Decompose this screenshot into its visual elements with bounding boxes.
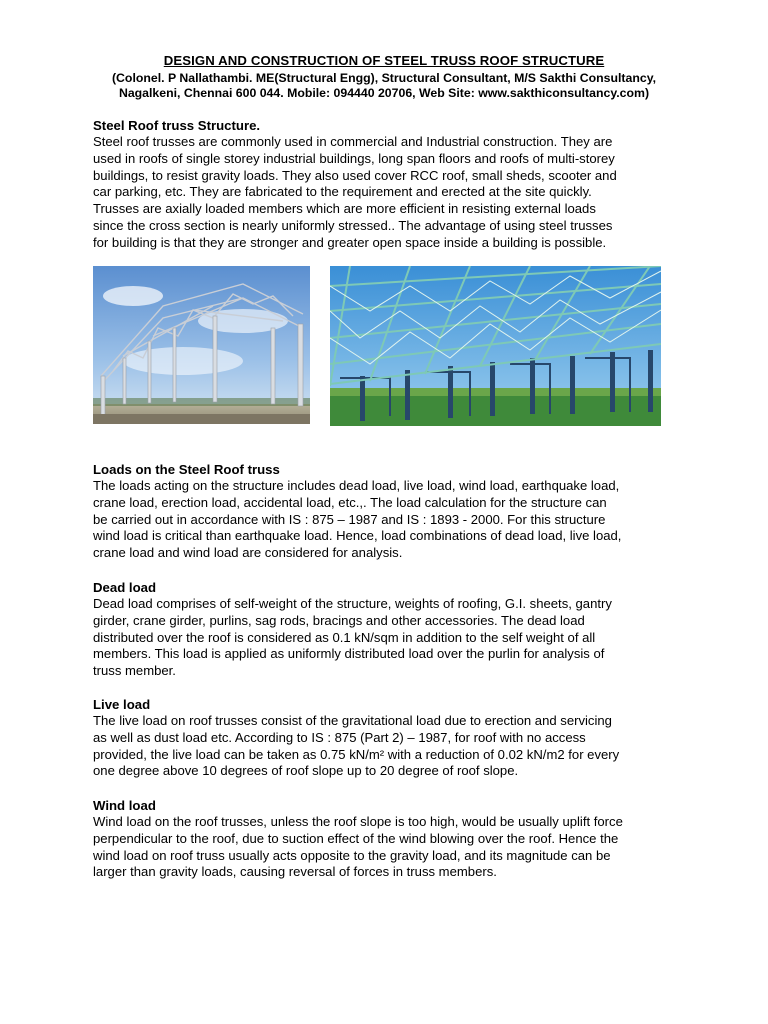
paragraph-line: distributed over the roof is considered as 0.1 kN/sqm in addition to the self weight of all	[93, 629, 596, 645]
section-live-load	[93, 696, 719, 780]
paragraph-line: Steel roof trusses are commonly used in commercial and Industrial construction. They are	[93, 134, 613, 149]
section-heading: Steel Roof truss Structure.	[93, 118, 261, 133]
section-dead-load	[93, 579, 719, 680]
paragraph-line: perpendicular to the roof, due to suction effect of the wind blowing over the roof. Hence the	[93, 830, 619, 846]
author-info	[0, 71, 768, 101]
paragraph-line: larger than gravity loads, causing reversal of forces in truss members.	[93, 864, 497, 880]
paragraph-line: The live load on roof trusses consist of the gravitational load due to erection and servicing	[93, 713, 612, 728]
space-frame-roof-photo	[330, 266, 661, 426]
section-heading: Dead load	[93, 580, 157, 595]
paragraph-line: crane load, erection load, accidental load, etc.,. The load calculation for the structure can	[93, 494, 607, 510]
paragraph-line: Dead load comprises of self-weight of the structure, weights of roofing, G.I. sheets, gantry	[93, 596, 612, 611]
paragraph-line: be carried out in accordance with IS : 875 – 1987 and IS : 1893 - 2000. For this structure	[93, 511, 606, 527]
paragraph-line: crane load and wind load are considered for analysis.	[93, 545, 403, 561]
section-wind-load	[93, 797, 719, 881]
section-heading: Wind load	[93, 798, 156, 813]
paragraph-line: one degree above 10 degrees of roof slope up to 20 degree of roof slope.	[93, 763, 519, 779]
paragraph-line: Wind load on the roof trusses, unless the roof slope is too high, would be usually uplift force	[93, 814, 623, 829]
paragraph-line: members. This load is applied as uniformly distributed load over the purlin for analysis of	[93, 646, 605, 662]
truss-frame-photo	[93, 266, 310, 424]
paragraph-line: truss member.	[93, 663, 176, 679]
author-line-1: (Colonel. P Nallathambi. ME(Structural Engg), Structural Consultant, M/S Sakthi Consultancy,	[111, 71, 657, 85]
paragraph-line: Trusses are axially loaded members which are more efficient in resisting external loads	[93, 201, 596, 217]
paragraph-line: provided, the live load can be taken as 0.75 kN/m² with a reduction of 0.02 kN/m2 for every	[93, 746, 620, 762]
paragraph-line: for building is that they are stronger and greater open space inside a building is possible.	[93, 234, 607, 250]
author-line-2: Nagalkeni, Chennai 600 044. Mobile: 094440 20706, Web Site: www.sakthiconsultancy.com)	[118, 86, 650, 100]
paragraph-line: wind load on roof truss usually acts opposite to the gravity load, and its magnitude can be	[93, 847, 611, 863]
section-heading: Live load	[93, 697, 151, 712]
section-heading: Loads on the Steel Roof truss	[93, 462, 280, 477]
paragraph-line: girder, crane girder, purlins, sag rods, bracings and other accessories. The dead load	[93, 612, 585, 628]
section-loads	[93, 461, 719, 562]
document-title: DESIGN AND CONSTRUCTION OF STEEL TRUSS ROOF STRUCTURE	[163, 53, 605, 68]
paragraph-line: since the cross section is nearly uniformly stressed.. The advantage of using steel trusses	[93, 217, 613, 233]
section-steel-roof-truss	[93, 117, 719, 252]
paragraph-line: buildings, to resist gravity loads. They also used cover RCC roof, small sheds, scooter and	[93, 167, 617, 183]
paragraph-line: used in roofs of single storey industrial buildings, long span floors and roofs of multi-storey	[93, 150, 615, 166]
paragraph-line: as well as dust load etc. According to IS : 875 (Part 2) – 1987, for roof with no access	[93, 729, 586, 745]
paragraph-line: The loads acting on the structure includes dead load, live load, wind load, earthquake load,	[93, 478, 620, 493]
paragraph-line: wind load is critical than earthquake load. Hence, load combinations of dead load, live load,	[93, 528, 622, 544]
paragraph-line: car parking, etc. They are fabricated to the requirement and erected at the site quickly.	[93, 184, 592, 200]
